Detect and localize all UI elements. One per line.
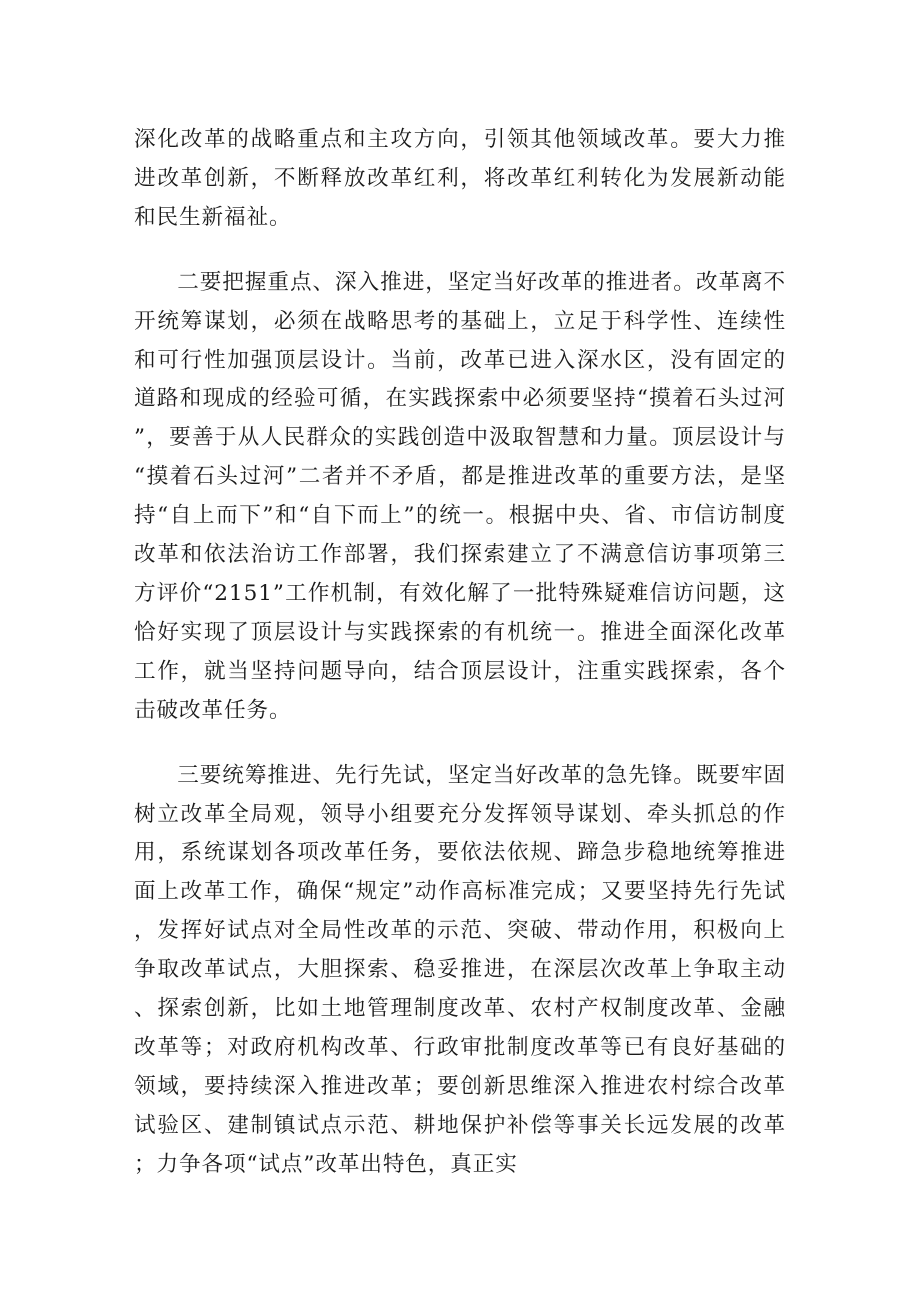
paragraph-1: 深化改革的战略重点和主攻方向，引领其他领域改革。要大力推进改革创新，不断释放改革红利，将改革红利转化为发展新动能和民生新福祉。 [134,127,786,230]
paragraph-3: 三要统筹推进、先行先试，坚定当好改革的急先锋。既要牢固树立改革全局观，领导小组要充分发挥领导谋划、牵头抓总的作用，系统谋划各项改革任务，要依法依规、蹄急步稳地统筹推进面上改革工作，确保“规定”动作高标准完成；又要坚持先行先试，发挥好试点对全局性改革的示范、突破、带动作用，积极向上争取改革试点，大胆探索、稳妥推进，在深层次改革上争取主动、探索创新，比如土地管理制度改革、农村产权制度改革、金融改革等；对政府机构改革、行政审批制度改革等已有良好基础的领域，要持续深入推进改革；要创新思维深入推进农村综合改革试验区、建制镇试点示范、耕地保护补偿等事关长远发展的改革；力争各项“试点”改革出特色，真正实 [134,762,786,1177]
paragraph-spacer [134,238,786,264]
paragraph-spacer [134,731,786,757]
body-text [134,121,786,1185]
paragraph-2: 二要把握重点、深入推进，坚定当好改革的推进者。改革离不开统筹谋划，必须在战略思考的基础上，立足于科学性、连续性和可行性加强顶层设计。当前，改革已进入深水区，没有固定的道路和现成的经验可循，在实践探索中必须要坚持“摸着石头过河”，要善于从人民群众的实践创造中汲取智慧和力量。顶层设计与“摸着石头过河”二者并不矛盾，都是推进改革的重要方法，是坚持“自上而下”和“自下而上”的统一。根据中央、省、市信访制度改革和依法治访工作部署，我们探索建立了不满意信访事项第三方评价“2151”工作机制，有效化解了一批特殊疑难信访问题，这恰好实现了顶层设计与实践探索的有机统一。推进全面深化改革工作，就当坚持问题导向，结合顶层设计，注重实践探索，各个击破改革任务。 [134,269,786,723]
